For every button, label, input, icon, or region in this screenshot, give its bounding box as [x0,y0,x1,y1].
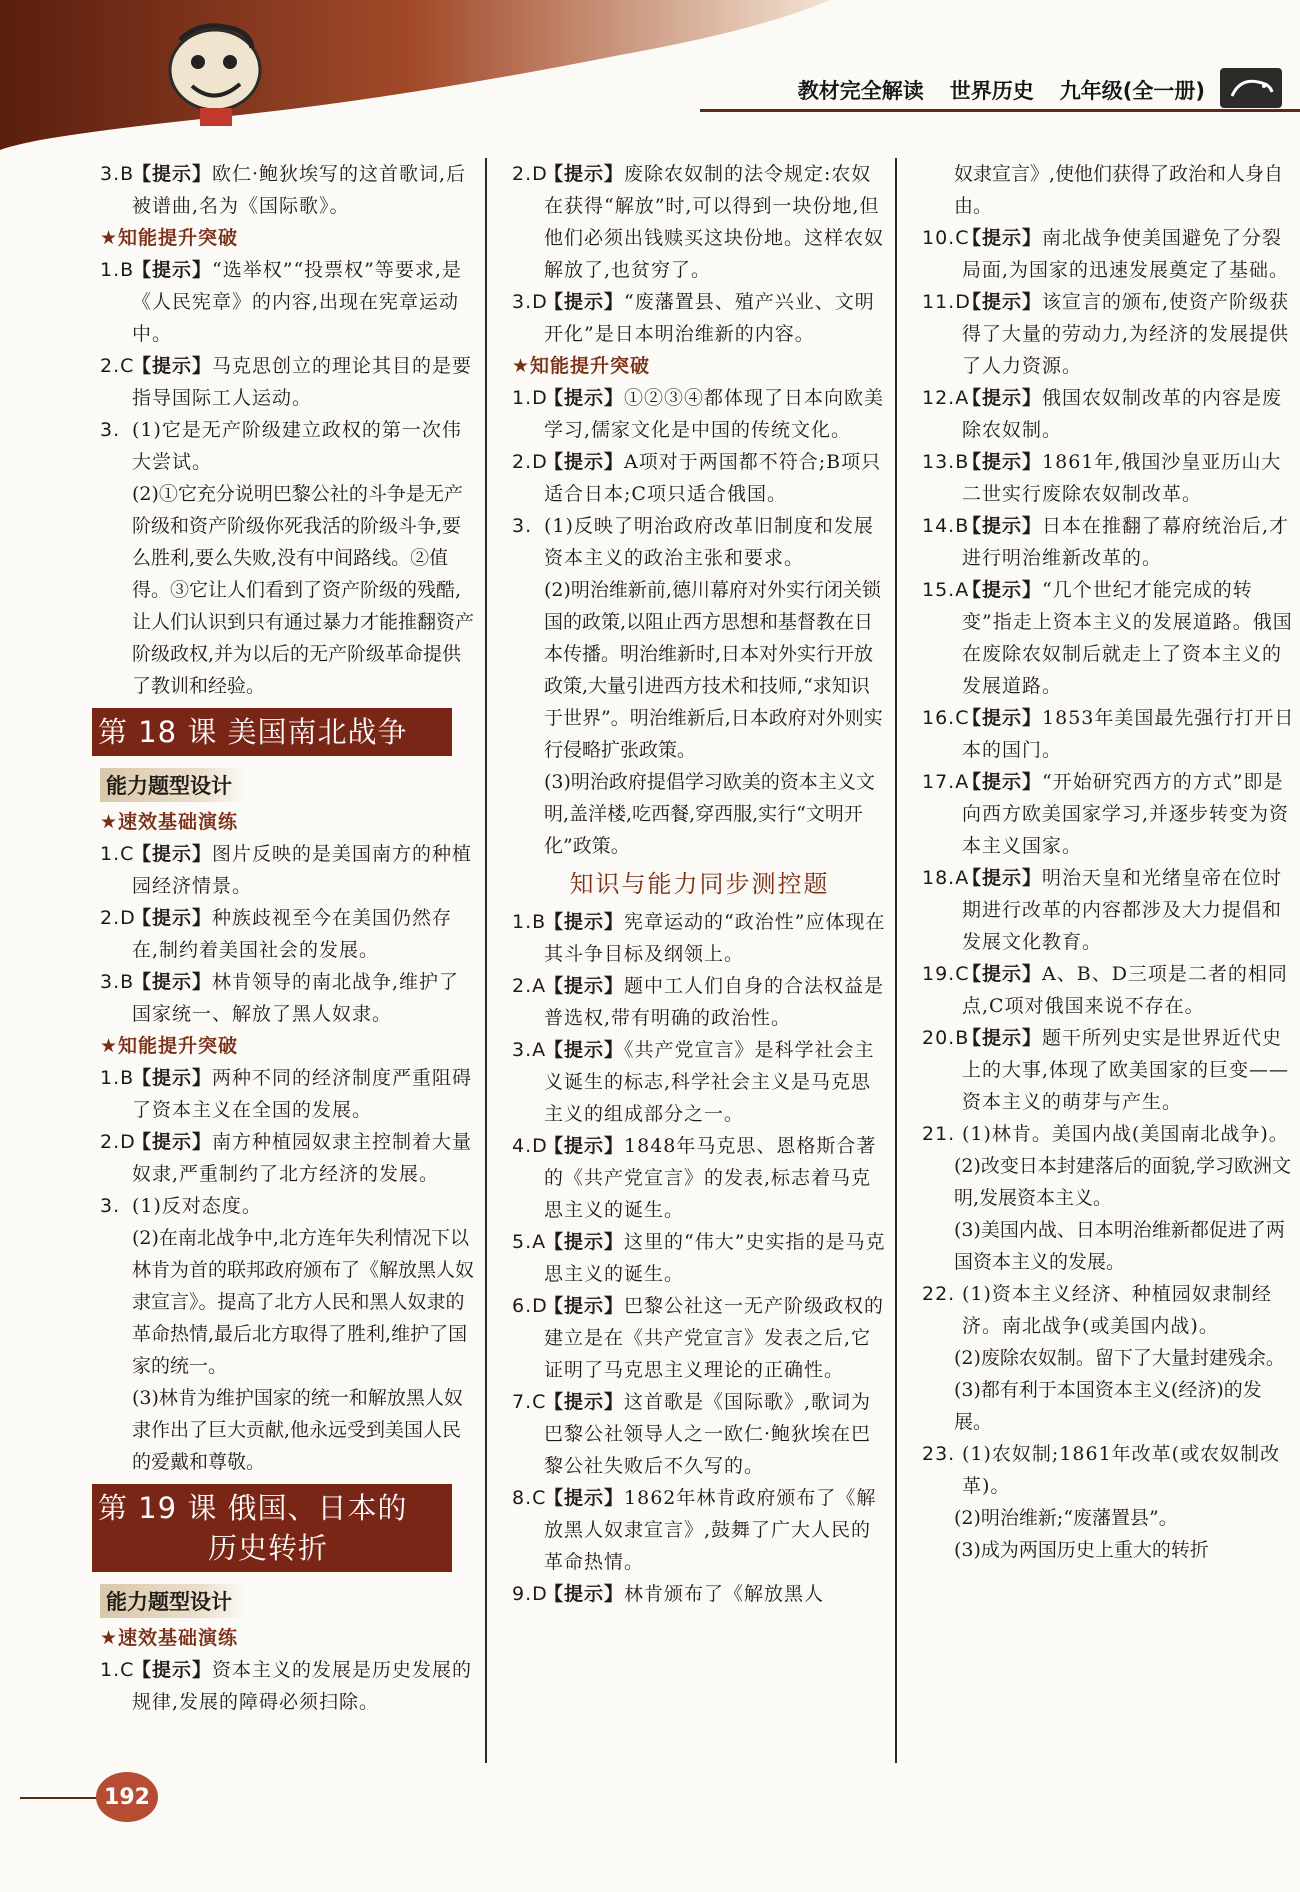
answer-item: 2.D 【提示】废除农奴制的法令规定:农奴在获得“解放”时,可以得到一块份地,但他们必须出钱赎买这块份地。这样农奴解放了,也贫穷了。 [512,163,885,281]
section-label: ★速效基础演练 [100,811,239,833]
answer-item: 1.C 【提示】资本主义的发展是历史发展的规律,发展的障碍必须扫除。 [100,1659,473,1713]
answer-item: 2.A 【提示】题中工人们自身的合法权益是普选权,带有明确的政治性。 [512,975,885,1029]
answer-subpart: (2)明治维新;“废藩置县”。 [954,1507,1178,1529]
grade-title: 九年级(全一册) [1059,78,1205,103]
answer-subpart: (3)成为两国历史上重大的转折 [954,1539,1209,1561]
answer-item: 15.A 【提示】“几个世纪才能完成的转变”指走上资本主义的发展道路。俄国在废除农奴制后就走上了资本主义的发展道路。 [922,579,1293,697]
answer-item: 18.A 【提示】明治天皇和光绪皇帝在位时期进行改革的内容都涉及大力提倡和发展文化教育。 [922,867,1283,953]
answer-item: 1.B 【提示】两种不同的经济制度严重阻碍了资本主义在全国的发展。 [100,1067,473,1121]
answer-item: 2.D 【提示】A项对于两国都不符合;B项只适合日本;C项只适合俄国。 [512,451,882,505]
book-title: 教材完全解读 [797,78,924,103]
column-left [100,158,475,1718]
answer-item: 17.A 【提示】“开始研究西方的方式”即是向西方欧美国家学习,并逐步转变为资本主义国家。 [922,771,1290,857]
column-divider-1 [485,158,487,1763]
subject-title: 世界历史 [949,78,1034,103]
answer-item: 16.C 【提示】1853年美国最先强行打开日本的国门。 [922,707,1295,761]
answer-subpart: (2)废除农奴制。留下了大量封建残余。 [954,1347,1285,1369]
answer-item: 3.B 【提示】林肯领导的南北战争,维护了国家统一、解放了黑人奴隶。 [100,971,460,1025]
answer-subpart: (2)①它充分说明巴黎公社的斗争是无产阶级和资产阶级你死我活的阶级斗争,要么胜利,要么失败,没有中间路线。②值得。③它让人们看到了资产阶级的残酷,让人们认识到只有通过暴力才能推翻资产阶级政权,并为以后的无产阶级革命提供了教训和经验。 [132,483,475,697]
answer-item: 1.B 【提示】“选举权”“投票权”等要求,是《人民宪章》的内容,出现在宪章运动中。 [100,259,462,345]
section-label: ★知能提升突破 [100,227,239,249]
answer-item: 19.C 【提示】A、B、D三项是二者的相同点,C项对俄国来说不存在。 [922,963,1288,1017]
answer-item: 2.D 【提示】南方种植园奴隶主控制着大量奴隶,严重制约了北方经济的发展。 [100,1131,473,1185]
column-middle [512,158,887,1610]
section-heading: 能力题型设计 [100,768,246,802]
answer-item: 7.C 【提示】这首歌是《国际歌》,歌词为巴黎公社领导人之一欧仁·鲍狄埃在巴黎公社失败后不久写的。 [512,1391,872,1477]
cartoon-mascot-icon [140,20,290,130]
answer-item: 6.D 【提示】巴黎公社这一无产阶级政权的建立是在《共产党宣言》发表之后,它证明了马克思主义理论的正确性。 [512,1295,885,1381]
answer-item: 5.A 【提示】这里的“伟大”史实指的是马克思主义的诞生。 [512,1231,886,1285]
answer-item: 23. (1)农奴制;1861年改革(或农奴制改革)。 [922,1443,1281,1497]
section-label: ★知能提升突破 [100,1035,239,1057]
section-label: ★速效基础演练 [100,1627,239,1649]
column-right [922,158,1297,1566]
answer-item: 14.B 【提示】日本在推翻了幕府统治后,才进行明治维新改革的。 [922,515,1290,569]
answer-subpart: (2)在南北战争中,北方连年失利情况下以林肯为首的联邦政府颁布了《解放黑人奴隶宣言》。提高了北方人民和黑人奴隶的革命热情,最后北方取得了胜利,维护了国家的统一。 [132,1227,475,1377]
test-section-heading: 知识与能力同步测控题 [569,870,830,898]
answer-item: 8.C 【提示】1862年林肯政府颁布了《解放黑人奴隶宣言》,鼓舞了广大人民的革命热情。 [512,1487,877,1573]
answer-item: 9.D 【提示】林肯颁布了《解放黑人 [512,1583,825,1605]
page-number: 192 [96,1772,158,1822]
publisher-logo-icon [1220,68,1282,108]
column-divider-2 [895,158,897,1763]
answer-continuation: 奴隶宣言》,使他们获得了政治和人身自由。 [954,163,1284,217]
answer-item: 10.C 【提示】南北战争使美国避免了分裂局面,为国家的迅速发展奠定了基础。 [922,227,1290,281]
answer-item: 3. (1)反映了明治政府改革旧制度和发展资本主义的政治主张和要求。 [512,515,874,569]
answer-item: 3.D 【提示】“废藩置县、殖产兴业、文明开化”是日本明治维新的内容。 [512,291,875,345]
answer-subpart: (3)明治政府提倡学习欧美的资本主义文明,盖洋楼,吃西餐,穿西服,实行“文明开化”政策。 [544,771,875,857]
footer-line [20,1797,98,1799]
answer-subpart: (3)美国内战、日本明治维新都促进了两国资本主义的发展。 [954,1219,1285,1273]
section-heading: 能力题型设计 [100,1584,246,1618]
answer-item: 1.B 【提示】宪章运动的“政治性”应体现在其斗争目标及纲领上。 [512,911,886,965]
answer-item: 3.A 【提示】《共产党宣言》是科学社会主义诞生的标志,科学社会主义是马克思主义的组成部分之一。 [512,1039,875,1125]
answer-item: 2.D 【提示】种族歧视至今在美国仍然存在,制约着美国社会的发展。 [100,907,453,961]
answer-item: 11.D 【提示】该宣言的颁布,使资产阶级获得了大量的劳动力,为经济的发展提供了人力资源。 [922,291,1290,377]
answer-subpart: (3)林肯为维护国家的统一和解放黑人奴隶作出了巨大贡献,他永远受到美国人民的爱戴和尊敬。 [132,1387,463,1473]
answer-item: 12.A 【提示】俄国农奴制改革的内容是废除农奴制。 [922,387,1283,441]
lesson-title: 第 19 课 俄国、日本的 历史转折 [92,1484,452,1572]
answer-item: 22. (1)资本主义经济、种植园奴隶制经济。南北战争(或美国内战)。 [922,1283,1272,1337]
running-header [700,70,1300,112]
answer-item: 1.D 【提示】①②③④都体现了日本向欧美学习,儒家文化是中国的传统文化。 [512,387,885,441]
answer-item: 1.C 【提示】图片反映的是美国南方的种植园经济情景。 [100,843,473,897]
answer-subpart: (2)明治维新前,德川幕府对外实行闭关锁国的政策,以阻止西方思想和基督教在日本传播。明治维新时,日本对外实行开放政策,大量引进西方技术和技师,“求知识于世界”。明治维新后,日本政府对外则实行侵略扩张政策。 [544,579,883,761]
answer-item: 3. (1)它是无产阶级建立政权的第一次伟大尝试。 [100,419,462,473]
answer-subpart: (3)都有利于本国资本主义(经济)的发展。 [954,1379,1262,1433]
answer-item: 20.B 【提示】题干所列史实是世界近代史上的大事,体现了欧美国家的巨变——资本主义的萌芽与产生。 [922,1027,1290,1113]
answer-item: 13.B 【提示】1861年,俄国沙皇亚历山大二世实行废除农奴制改革。 [922,451,1282,505]
lesson-title: 第 18 课 美国南北战争 [92,708,452,756]
answer-item: 3.B 【提示】欧仁·鲍狄埃写的这首歌词,后被谱曲,名为《国际歌》。 [100,163,467,217]
answer-item: 3. (1)反对态度。 [100,1195,262,1217]
answer-subpart: (2)改变日本封建落后的面貌,学习欧洲文明,发展资本主义。 [954,1155,1291,1209]
answer-item: 21. (1)林肯。美国内战(美国南北战争)。 [922,1123,1289,1145]
answer-item: 4.D 【提示】1848年马克思、恩格斯合著的《共产党宣言》的发表,标志着马克思主义的诞生。 [512,1135,877,1221]
section-label: ★知能提升突破 [512,355,651,377]
answer-item: 2.C 【提示】马克思创立的理论其目的是要指导国际工人运动。 [100,355,473,409]
publisher-logo-shape [1220,68,1282,108]
